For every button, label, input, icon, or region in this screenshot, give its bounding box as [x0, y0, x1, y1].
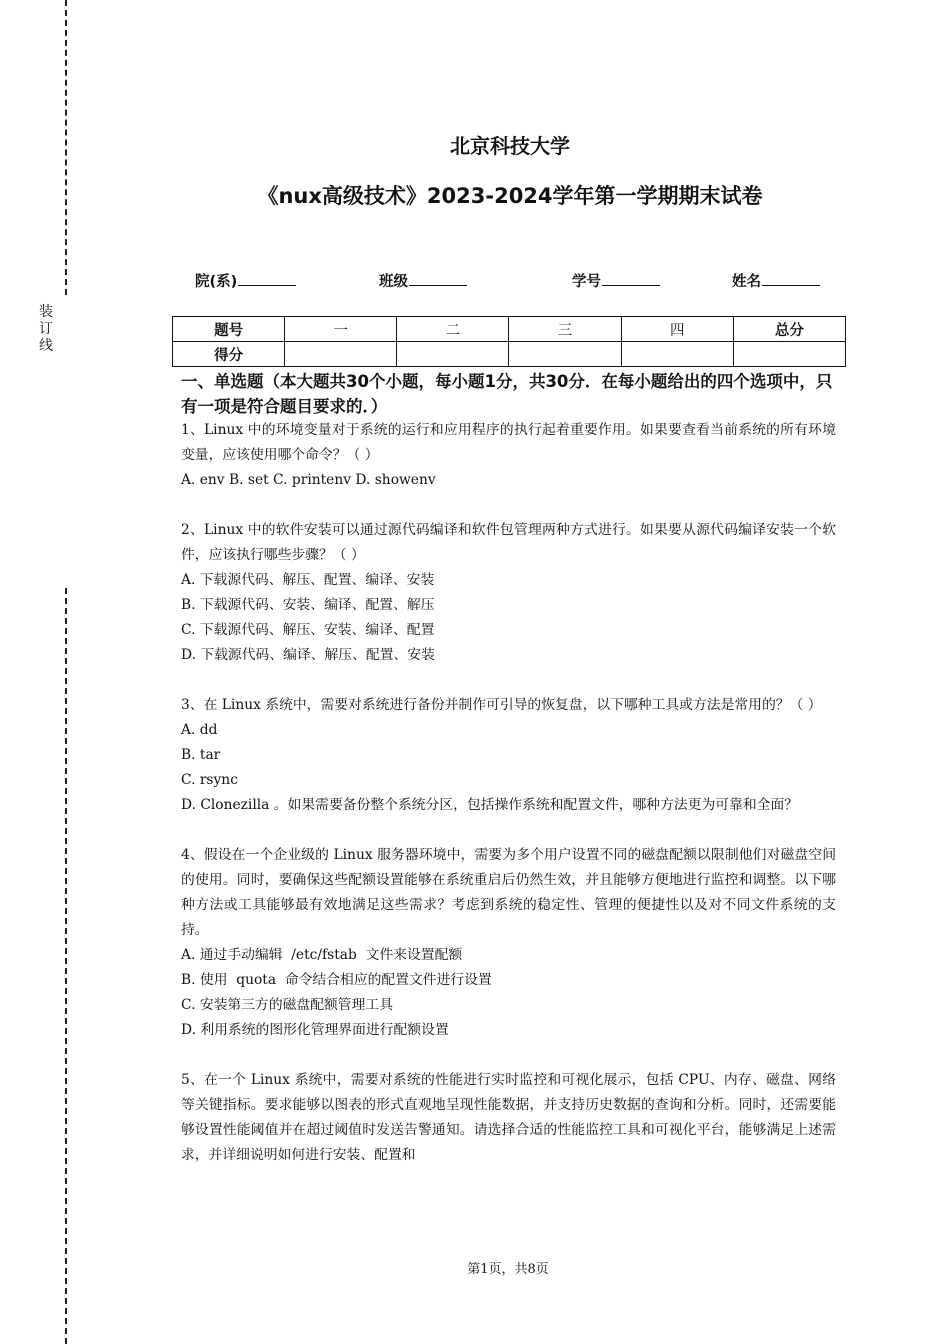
- department-blank: [238, 271, 296, 286]
- col-part-4: 四: [621, 317, 733, 342]
- student-id-blank: [602, 271, 660, 286]
- score-cell-1: [285, 342, 397, 367]
- col-part-2: 二: [397, 317, 509, 342]
- question-stem: 2、Linux 中的软件安装可以通过源代码编译和软件包管理两种方式进行。如果要从源代码编译安装一个软件，应该执行哪些步骤？（ ）: [181, 522, 836, 563]
- option-c: C. rsync: [181, 772, 238, 788]
- student-id-field: [572, 270, 660, 291]
- class-label: 班级: [379, 274, 408, 290]
- question-3: [181, 693, 836, 818]
- option-b: B. tar: [181, 747, 221, 763]
- student-id-label: 学号: [572, 274, 601, 290]
- section-1-heading: 一、单选题（本大题共30个小题，每小题1分，共30分．在每小题给出的四个选项中，只有一项是符合题目要求的．）: [181, 372, 833, 416]
- option-d: D. Clonezilla 。如果需要备份整个系统分区，包括操作系统和配置文件，哪种方法更为可靠和全面？: [181, 797, 799, 813]
- score-cell-3: [509, 342, 621, 367]
- option-a: A. dd: [181, 722, 218, 738]
- option-d: D. 下载源代码、编译、解压、配置、安装: [181, 647, 435, 663]
- name-blank: [762, 271, 820, 286]
- option-a: A. 下载源代码、解压、配置、编译、安装: [181, 572, 435, 588]
- option-b: B. 使用 quota 命令结合相应的配置文件进行设置: [181, 972, 492, 988]
- class-blank: [409, 271, 467, 286]
- score-table: [172, 316, 846, 367]
- option-line: A. env B. set C. printenv D. showenv: [181, 472, 436, 488]
- name-field: [732, 270, 820, 291]
- binding-line-bottom: [65, 588, 67, 1344]
- question-stem: 4、假设在一个企业级的 Linux 服务器环境中，需要为多个用户设置不同的磁盘配额以限制他们对磁盘空间的使用。同时，要确保这些配额设置能够在系统重启后仍然生效，并且能够方便地进行监控和调整。以下哪种方法或工具能够最有效地满足这些需求？考虑到系统的稳定性、管理的便捷性以及对不同文件系统的支持。: [181, 847, 836, 938]
- question-2: [181, 518, 836, 668]
- score-cell-4: [621, 342, 733, 367]
- question-list: [181, 418, 836, 1193]
- name-label: 姓名: [732, 274, 761, 290]
- option-b: B. 下载源代码、安装、编译、配置、解压: [181, 597, 435, 613]
- col-total: 总分: [733, 317, 845, 342]
- score-cell-total: [733, 342, 845, 367]
- page-number: 第1页，共8页: [467, 1262, 549, 1277]
- col-part-1: 一: [285, 317, 397, 342]
- option-c: C. 下载源代码、解压、安装、编译、配置: [181, 622, 435, 638]
- question-stem: 5、在一个 Linux 系统中，需要对系统的性能进行实时监控和可视化展示，包括 CPU、内存、磁盘、网络等关键指标。要求能够以图表的形式直观地呈现性能数据，并支持历史数据的查询和分析。同时，还需要能够设置性能阈值并在超过阈值时发送告警通知。请选择合适的性能监控工具和可视化平台，能够满足上述需求，并详细说明如何进行安装、配置和: [181, 1072, 836, 1163]
- question-stem: 1、Linux 中的环境变量对于系统的运行和应用程序的执行起着重要作用。如果要查看当前系统的所有环境变量，应该使用哪个命令？（ ）: [181, 422, 836, 463]
- department-field: [195, 270, 296, 291]
- col-question-number: 题号: [173, 317, 285, 342]
- school-name: 北京科技大学: [450, 134, 570, 158]
- exam-title: 《nux高级技术》2023-2024学年第一学期期末试卷: [257, 184, 763, 208]
- score-cell-2: [397, 342, 509, 367]
- score-table-header-row: [173, 317, 846, 342]
- department-label: 院(系): [195, 274, 238, 290]
- score-table-score-row: [173, 342, 846, 367]
- option-d: D. 利用系统的图形化管理界面进行配额设置: [181, 1022, 449, 1038]
- class-field: [379, 270, 467, 291]
- question-4: [181, 843, 836, 1043]
- question-5: [181, 1068, 836, 1168]
- student-info-row: [0, 270, 950, 292]
- option-a: A. 通过手动编辑 /etc/fstab 文件来设置配额: [181, 947, 463, 963]
- question-stem: 3、在 Linux 系统中，需要对系统进行备份并制作可引导的恢复盘，以下哪种工具或方法是常用的？（ ）: [181, 697, 822, 713]
- binding-label: 装订线: [39, 304, 53, 354]
- score-row-label: 得分: [173, 342, 285, 367]
- option-c: C. 安装第三方的磁盘配额管理工具: [181, 997, 393, 1013]
- col-part-3: 三: [509, 317, 621, 342]
- question-1: [181, 418, 836, 493]
